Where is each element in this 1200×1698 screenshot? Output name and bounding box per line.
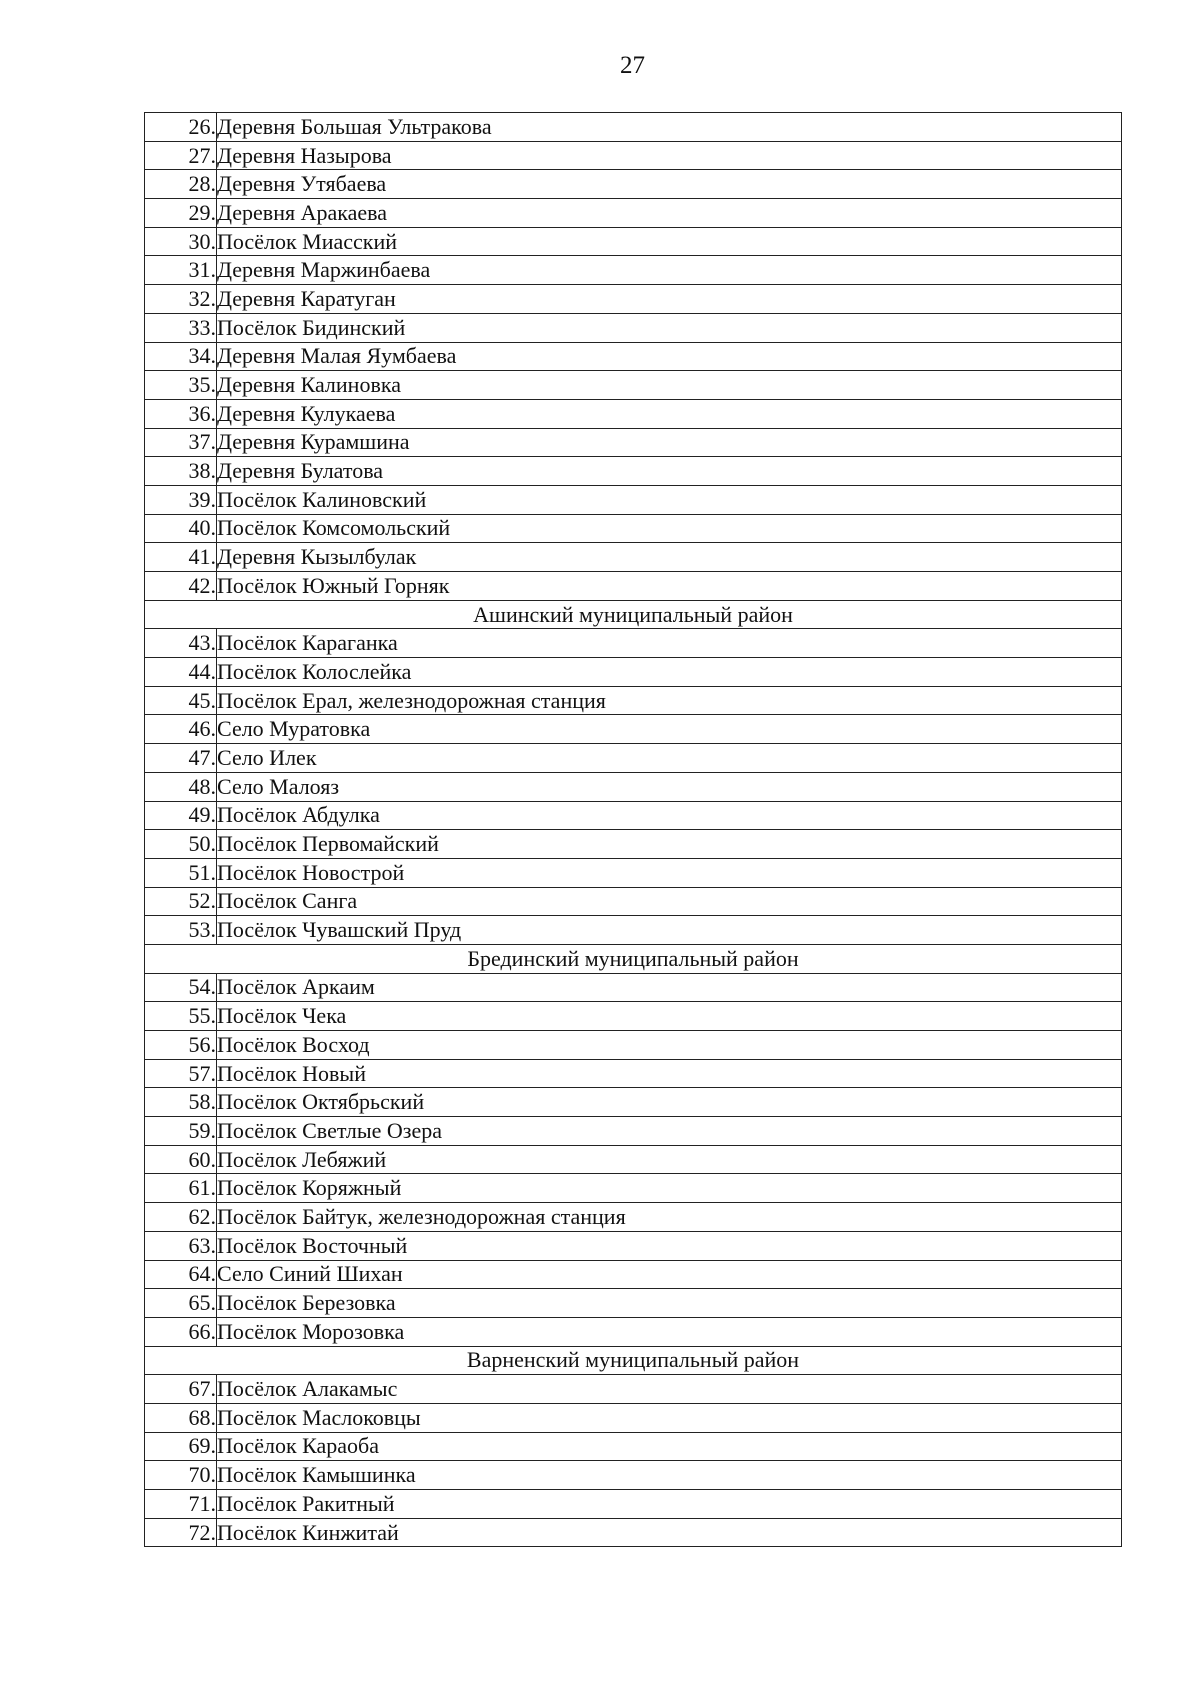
settlement-name: Посёлок Чувашский Пруд bbox=[217, 916, 1122, 945]
settlement-name: Деревня Булатова bbox=[217, 457, 1122, 486]
table-row bbox=[145, 1231, 1122, 1260]
row-number: 58. bbox=[145, 1088, 217, 1117]
table-row bbox=[145, 772, 1122, 801]
table-row bbox=[145, 1403, 1122, 1432]
table-row bbox=[145, 715, 1122, 744]
settlement-name: Деревня Курамшина bbox=[217, 428, 1122, 457]
settlement-name: Посёлок Санга bbox=[217, 887, 1122, 916]
table-row bbox=[145, 285, 1122, 314]
table-row bbox=[145, 1145, 1122, 1174]
row-number: 65. bbox=[145, 1289, 217, 1318]
table-row bbox=[145, 1375, 1122, 1404]
settlement-name: Село Синий Шихан bbox=[217, 1260, 1122, 1289]
table-row bbox=[145, 887, 1122, 916]
table-row bbox=[145, 572, 1122, 601]
settlement-name: Посёлок Байтук, железнодорожная станция bbox=[217, 1203, 1122, 1232]
row-number: 68. bbox=[145, 1403, 217, 1432]
settlement-name: Посёлок Караоба bbox=[217, 1432, 1122, 1461]
row-number: 57. bbox=[145, 1059, 217, 1088]
settlement-name: Посёлок Бидинский bbox=[217, 313, 1122, 342]
settlement-name: Посёлок Калиновский bbox=[217, 485, 1122, 514]
table-row bbox=[145, 371, 1122, 400]
settlement-name: Село Муратовка bbox=[217, 715, 1122, 744]
row-number: 29. bbox=[145, 199, 217, 228]
row-number: 72. bbox=[145, 1518, 217, 1547]
settlement-name: Село Илек bbox=[217, 744, 1122, 773]
row-number: 39. bbox=[145, 485, 217, 514]
table-row bbox=[145, 1002, 1122, 1031]
table-row bbox=[145, 1088, 1122, 1117]
settlement-name: Посёлок Миасский bbox=[217, 227, 1122, 256]
district-name: Ашинский муниципальный район bbox=[145, 600, 1122, 629]
settlement-name: Посёлок Кинжитай bbox=[217, 1518, 1122, 1547]
row-number: 56. bbox=[145, 1031, 217, 1060]
row-number: 52. bbox=[145, 887, 217, 916]
row-number: 51. bbox=[145, 858, 217, 887]
settlement-name: Посёлок Алакамыс bbox=[217, 1375, 1122, 1404]
row-number: 53. bbox=[145, 916, 217, 945]
table-row bbox=[145, 1289, 1122, 1318]
row-number: 26. bbox=[145, 113, 217, 142]
table-row bbox=[145, 973, 1122, 1002]
page-number: 27 bbox=[620, 52, 645, 79]
table-body bbox=[145, 113, 1122, 1547]
row-number: 64. bbox=[145, 1260, 217, 1289]
settlement-name: Посёлок Новострой bbox=[217, 858, 1122, 887]
settlement-name: Посёлок Восход bbox=[217, 1031, 1122, 1060]
row-number: 33. bbox=[145, 313, 217, 342]
row-number: 36. bbox=[145, 399, 217, 428]
settlement-name: Посёлок Новый bbox=[217, 1059, 1122, 1088]
table-row bbox=[145, 514, 1122, 543]
row-number: 63. bbox=[145, 1231, 217, 1260]
settlement-name: Деревня Каратуган bbox=[217, 285, 1122, 314]
row-number: 70. bbox=[145, 1461, 217, 1490]
table-row bbox=[145, 801, 1122, 830]
settlement-name: Село Малояз bbox=[217, 772, 1122, 801]
row-number: 43. bbox=[145, 629, 217, 658]
table-row bbox=[145, 428, 1122, 457]
table-row bbox=[145, 227, 1122, 256]
settlement-name: Посёлок Светлые Озера bbox=[217, 1117, 1122, 1146]
table-row bbox=[145, 170, 1122, 199]
settlement-name: Посёлок Камышинка bbox=[217, 1461, 1122, 1490]
settlement-name: Деревня Большая Ультракова bbox=[217, 113, 1122, 142]
table-row bbox=[145, 658, 1122, 687]
table-row bbox=[145, 113, 1122, 142]
settlement-name: Посёлок Первомайский bbox=[217, 830, 1122, 859]
table-row bbox=[145, 1203, 1122, 1232]
row-number: 54. bbox=[145, 973, 217, 1002]
settlement-name: Посёлок Ерал, железнодорожная станция bbox=[217, 686, 1122, 715]
district-header-row bbox=[145, 944, 1122, 973]
settlement-name: Посёлок Восточный bbox=[217, 1231, 1122, 1260]
settlement-name: Посёлок Коряжный bbox=[217, 1174, 1122, 1203]
settlement-name: Посёлок Морозовка bbox=[217, 1317, 1122, 1346]
row-number: 50. bbox=[145, 830, 217, 859]
table-row bbox=[145, 1117, 1122, 1146]
table-row bbox=[145, 313, 1122, 342]
row-number: 62. bbox=[145, 1203, 217, 1232]
district-name: Варненский муниципальный район bbox=[145, 1346, 1122, 1375]
row-number: 48. bbox=[145, 772, 217, 801]
settlement-name: Посёлок Октябрьский bbox=[217, 1088, 1122, 1117]
table-row bbox=[145, 686, 1122, 715]
table-row bbox=[145, 744, 1122, 773]
settlement-name: Посёлок Колослейка bbox=[217, 658, 1122, 687]
table-row bbox=[145, 1461, 1122, 1490]
row-number: 35. bbox=[145, 371, 217, 400]
settlement-name: Посёлок Чека bbox=[217, 1002, 1122, 1031]
table-row bbox=[145, 1031, 1122, 1060]
row-number: 41. bbox=[145, 543, 217, 572]
table-row bbox=[145, 342, 1122, 371]
table-row bbox=[145, 1490, 1122, 1519]
table-row bbox=[145, 1432, 1122, 1461]
row-number: 46. bbox=[145, 715, 217, 744]
row-number: 42. bbox=[145, 572, 217, 601]
table-row bbox=[145, 1059, 1122, 1088]
settlement-name: Посёлок Маслоковцы bbox=[217, 1403, 1122, 1432]
table-row bbox=[145, 916, 1122, 945]
settlement-name: Посёлок Южный Горняк bbox=[217, 572, 1122, 601]
row-number: 27. bbox=[145, 141, 217, 170]
row-number: 67. bbox=[145, 1375, 217, 1404]
table-row bbox=[145, 141, 1122, 170]
settlement-name: Деревня Калиновка bbox=[217, 371, 1122, 400]
table-row bbox=[145, 543, 1122, 572]
row-number: 49. bbox=[145, 801, 217, 830]
table-row bbox=[145, 1174, 1122, 1203]
settlement-name: Деревня Кызылбулак bbox=[217, 543, 1122, 572]
settlement-name: Посёлок Лебяжий bbox=[217, 1145, 1122, 1174]
settlement-name: Посёлок Караганка bbox=[217, 629, 1122, 658]
table-row bbox=[145, 485, 1122, 514]
row-number: 40. bbox=[145, 514, 217, 543]
settlement-name: Посёлок Ракитный bbox=[217, 1490, 1122, 1519]
district-header-row bbox=[145, 600, 1122, 629]
row-number: 45. bbox=[145, 686, 217, 715]
row-number: 59. bbox=[145, 1117, 217, 1146]
row-number: 61. bbox=[145, 1174, 217, 1203]
settlement-name: Деревня Аракаева bbox=[217, 199, 1122, 228]
row-number: 69. bbox=[145, 1432, 217, 1461]
settlement-name: Деревня Малая Яумбаева bbox=[217, 342, 1122, 371]
row-number: 30. bbox=[145, 227, 217, 256]
settlement-name: Посёлок Аркаим bbox=[217, 973, 1122, 1002]
settlement-name: Посёлок Березовка bbox=[217, 1289, 1122, 1318]
row-number: 47. bbox=[145, 744, 217, 773]
row-number: 66. bbox=[145, 1317, 217, 1346]
settlements-table bbox=[144, 112, 1122, 1547]
settlement-name: Деревня Кулукаева bbox=[217, 399, 1122, 428]
table-row bbox=[145, 1518, 1122, 1547]
district-name: Брединский муниципальный район bbox=[145, 944, 1122, 973]
settlement-name: Посёлок Комсомольский bbox=[217, 514, 1122, 543]
row-number: 37. bbox=[145, 428, 217, 457]
row-number: 32. bbox=[145, 285, 217, 314]
settlement-name: Деревня Маржинбаева bbox=[217, 256, 1122, 285]
settlement-name: Деревня Назырова bbox=[217, 141, 1122, 170]
row-number: 38. bbox=[145, 457, 217, 486]
table-row bbox=[145, 399, 1122, 428]
table-row bbox=[145, 629, 1122, 658]
row-number: 71. bbox=[145, 1490, 217, 1519]
table-row bbox=[145, 858, 1122, 887]
district-header-row bbox=[145, 1346, 1122, 1375]
table-row bbox=[145, 830, 1122, 859]
settlement-name: Деревня Утябаева bbox=[217, 170, 1122, 199]
table-row bbox=[145, 457, 1122, 486]
row-number: 34. bbox=[145, 342, 217, 371]
row-number: 28. bbox=[145, 170, 217, 199]
table-row bbox=[145, 199, 1122, 228]
settlement-name: Посёлок Абдулка bbox=[217, 801, 1122, 830]
table-row bbox=[145, 1260, 1122, 1289]
table-row bbox=[145, 1317, 1122, 1346]
row-number: 55. bbox=[145, 1002, 217, 1031]
row-number: 31. bbox=[145, 256, 217, 285]
row-number: 60. bbox=[145, 1145, 217, 1174]
table-row bbox=[145, 256, 1122, 285]
row-number: 44. bbox=[145, 658, 217, 687]
